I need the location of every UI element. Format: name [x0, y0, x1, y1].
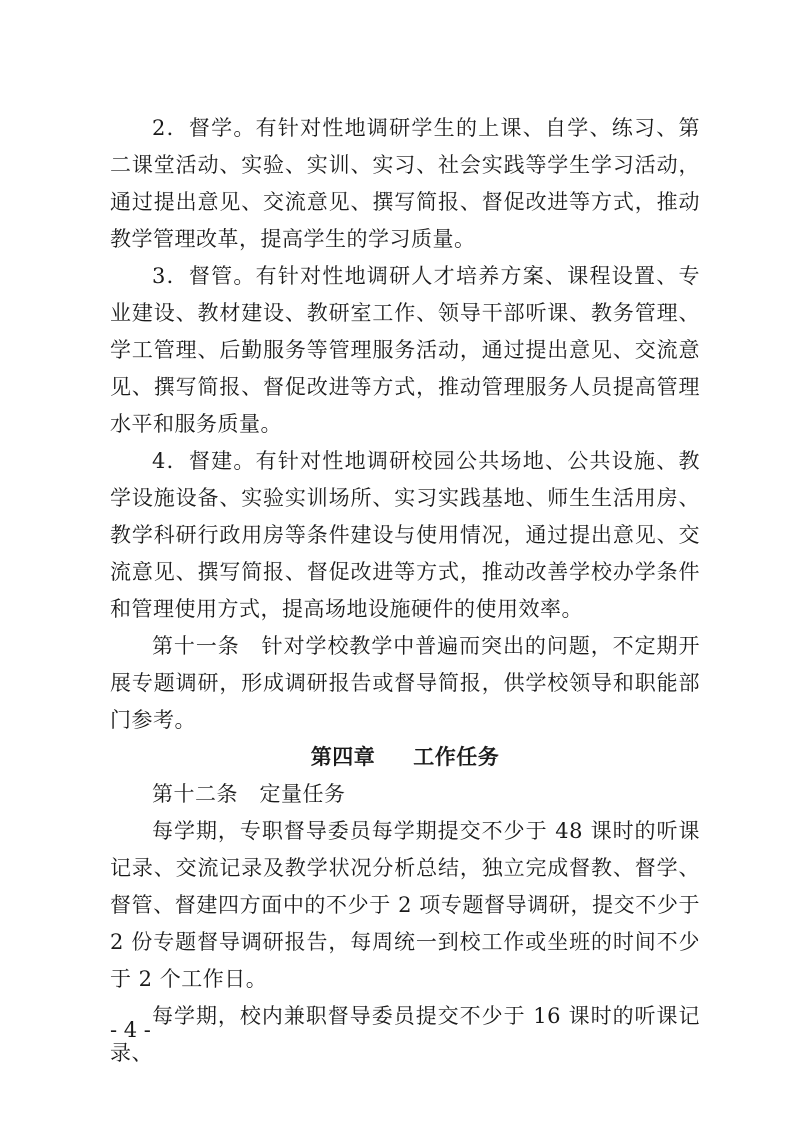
paragraph-parttime-quota: 每学期，校内兼职督导委员提交不少于 16 课时的听课记录、	[110, 1004, 700, 1065]
paragraph-article-12-heading: 第十二条 定量任务	[152, 782, 346, 806]
paragraph-article-11: 第十一条 针对学校教学中普遍而突出的问题，不定期开展专题调研，形成调研报告或督导简报，供学校领导和职能部门参考。	[110, 634, 700, 732]
document-page	[110, 110, 700, 1072]
paragraph-du-xue: 2．督学。有针对性地调研学生的上课、自学、练习、第二课堂活动、实验、实训、实习、社会实践等学生学习活动，通过提出意见、交流意见、撰写简报、督促改进等方式，推动教学管理改革，提高学生的学习质量。	[110, 116, 700, 251]
chapter-number: 第四章	[310, 745, 376, 769]
paragraph-fulltime-quota: 每学期，专职督导委员每学期提交不少于 48 课时的听课记录、交流记录及教学状况分析总结，独立完成督教、督学、督管、督建四方面中的不少于 2 项专题督导调研，提交不少于 2 份专题督导调研报告，每周统一到校工作或坐班的时间不少于 2 个工作日。	[110, 819, 700, 991]
paragraph-du-guan: 3．督管。有针对性地调研人才培养方案、课程设置、专业建设、教材建设、教研室工作、领导干部听课、教务管理、学工管理、后勤服务等管理服务活动，通过提出意见、交流意见、撰写简报、督促改进等方式，推动管理服务人员提高管理水平和服务质量。	[110, 264, 700, 436]
page-number: - 4 -	[110, 1018, 151, 1042]
chapter-heading	[110, 739, 700, 776]
chapter-title: 工作任务	[413, 745, 500, 769]
paragraph-du-jian: 4．督建。有针对性地调研校园公共场地、公共设施、教学设施设备、实验实训场所、实习实践基地、师生生活用房、教学科研行政用房等条件建设与使用情况，通过提出意见、交流意见、撰写简报、督促改进等方式，推动改善学校办学条件和管理使用方式，提高场地设施硬件的使用效率。	[110, 449, 700, 621]
